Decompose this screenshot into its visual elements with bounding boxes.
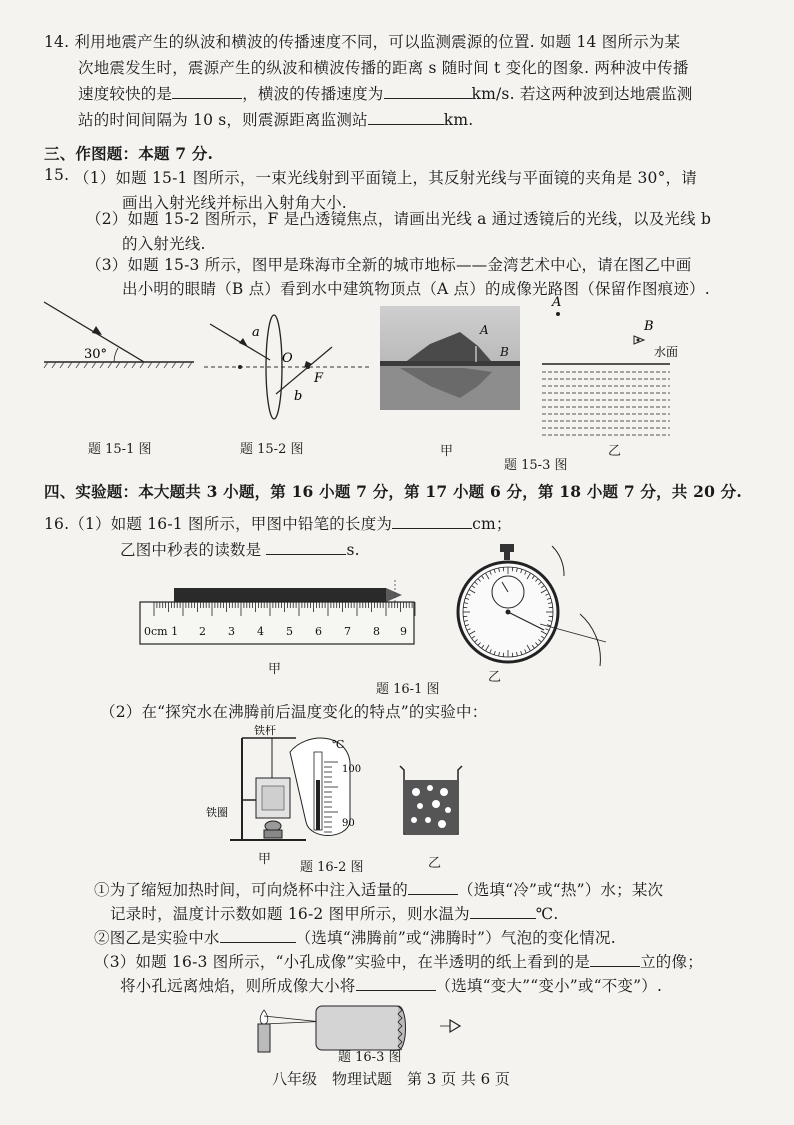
photo-label-a: A	[480, 323, 489, 337]
q14-blank-3	[368, 110, 444, 125]
ruler-tick-9: 9	[400, 625, 407, 638]
fig-16-3-caption: 题 16-3 图	[338, 1050, 402, 1065]
fig-16-1-jia-caption: 甲	[268, 662, 282, 677]
ruler-tick-2: 2	[199, 625, 206, 638]
ruler-tick-5: 5	[286, 625, 293, 638]
fig-15-1-caption: 题 15-1 图	[88, 442, 152, 457]
q16-c2	[94, 926, 616, 948]
q16-blank-orientation	[590, 952, 640, 967]
q16-blank-size	[356, 976, 436, 991]
ruler-tick-0: 0cm 1	[144, 625, 179, 638]
q15-p1-line2: 画出入射光线并标出入射角大小.	[122, 194, 347, 212]
q16-c1-line2	[110, 902, 559, 924]
q16-c1-line1b: （选填“冷”或“热”）水；某次	[458, 881, 664, 899]
q16-p3-line2b: （选填“变大”“变小”或“不变”）.	[435, 977, 663, 995]
fig-15-3-photo	[380, 306, 520, 410]
q14-blank-2	[384, 84, 472, 99]
q16-c1-line1a: ①为了缩短加热时间，可向烧杯中注入适量的	[94, 881, 409, 899]
q15-p3-line2: 出小明的眼睛（B 点）看到水中建筑物顶点（A 点）的成像光路图（保留作图痕迹）.	[122, 280, 710, 298]
angle-30-label: 30°	[84, 347, 108, 362]
q15-p3-line1: （3）如题 15-3 所示，图甲是珠海市全新的城市地标——金湾艺术中心，请在图乙中画	[86, 256, 692, 274]
q16-blank-temp	[470, 904, 536, 919]
q14-line1: 14. 利用地震产生的纵波和横波的传播速度不同，可以监测震源的位置. 如题 14 图所示为某	[44, 33, 681, 51]
photo-label-b: B	[500, 345, 509, 359]
q14-line2: 次地震发生时，震源产生的纵波和横波传播的距离 s 随时间 t 变化的图象. 两种波中传播	[78, 59, 689, 77]
fig-15-3-yi-caption: 乙	[608, 444, 622, 459]
q16-blank-water	[408, 880, 458, 895]
q16-p1-line1a: 16.（1）如题 16-1 图所示，甲图中铅笔的长度为	[44, 515, 393, 533]
q16-p1-line2a: 乙图中秒表的读数是	[120, 541, 262, 559]
thermometer-unit-label: ℃	[332, 738, 345, 751]
fig-16-1-yi-caption: 乙	[488, 670, 502, 685]
section4-heading: 四、实验题：本大题共 3 小题，第 16 小题 7 分，第 17 小题 6 分，第 18 小题 7 分，共 20 分.	[44, 482, 742, 501]
q16-p3-line1a: （3）如题 16-3 图所示，“小孔成像”实验中，在半透明的纸上看到的是	[94, 953, 591, 971]
diagram-label-a: A	[552, 295, 562, 310]
q16-c2a: ②图乙是实验中水	[94, 929, 220, 947]
q16-p2: （2）在“探究水在沸腾前后温度变化的特点”的实验中：	[100, 703, 488, 721]
q16-blank-pencil	[392, 514, 472, 529]
q14-line3	[78, 82, 693, 104]
q14-line4	[78, 108, 473, 130]
q14-blank-1	[172, 84, 242, 99]
fig-16-1-stopwatch	[456, 542, 616, 672]
fig-16-2-jia-caption: 甲	[258, 852, 272, 867]
q15-p1-line1: （1）如题 15-1 图所示，一束光线射到平面镜上，其反射光线与平面镜的夹角是 30°，请	[74, 169, 697, 187]
q16-blank-stopwatch	[266, 540, 346, 555]
thermometer-90-label: 90	[342, 818, 355, 829]
q14-line3a: 速度较快的是	[78, 85, 173, 103]
q16-c1-line1	[94, 878, 663, 900]
fig-15-3-jia-caption: 甲	[440, 444, 454, 459]
lens-label-o: O	[282, 351, 293, 366]
iron-rod-label: 铁杆	[254, 724, 276, 737]
q15-p2-line1: （2）如题 15-2 图所示，F 是凸透镜焦点，请画出光线 a 通过透镜后的光线，以及光线 b	[86, 210, 712, 228]
q16-p3-line2	[120, 974, 662, 996]
q16-p1-line2	[120, 538, 360, 560]
q15-p2-line2: 的入射光线.	[122, 235, 206, 253]
fig-15-1-mirror	[44, 300, 204, 380]
fig-15-3-diagram	[536, 292, 679, 442]
fig-16-1-ruler	[140, 580, 420, 650]
ruler-tick-4: 4	[257, 625, 264, 638]
q15-num: 15.	[44, 166, 70, 184]
page-footer: 八年级 物理试题 第 3 页 共 6 页	[272, 1070, 510, 1088]
q16-p3-line2a: 将小孔远离烛焰，则所成像大小将	[120, 977, 356, 995]
q16-c1-line2a: 记录时，温度计示数如题 16-2 图甲所示，则水温为	[110, 905, 470, 923]
ruler-tick-7: 7	[344, 625, 351, 638]
ruler-tick-3: 3	[228, 625, 235, 638]
lens-label-a: a	[252, 325, 260, 340]
q16-c1-line2b: ℃.	[535, 905, 559, 923]
fig-16-1-caption: 题 16-1 图	[376, 682, 440, 697]
fig-15-2-caption: 题 15-2 图	[240, 442, 304, 457]
fig-15-2-lens	[204, 312, 374, 422]
lens-label-f: F	[314, 371, 324, 386]
q16-p3-line1b: 立的像；	[640, 953, 703, 971]
ruler-tick-8: 8	[373, 625, 380, 638]
fig-16-2-yi-caption: 乙	[428, 856, 442, 871]
q16-p1-line1b: cm；	[472, 515, 512, 533]
diagram-label-b: B	[644, 319, 654, 334]
fig-15-3-caption: 题 15-3 图	[504, 458, 568, 473]
q16-p3-line1	[94, 950, 703, 972]
q14-line4b: km.	[443, 111, 474, 129]
q14-line4a: 站的时间间隔为 10 s，则震源距离监测站	[78, 111, 368, 129]
lens-label-b: b	[294, 389, 303, 404]
ruler-tick-6: 6	[315, 625, 322, 638]
q16-blank-bubble	[220, 928, 296, 943]
fig-16-2-caption: 题 16-2 图	[300, 860, 364, 875]
water-surface-label: 水面	[654, 345, 679, 359]
q14-line3b: ，横波的传播速度为	[242, 85, 384, 103]
fig-16-2-apparatus	[206, 722, 386, 852]
section3-heading: 三、作图题：本题 7 分.	[44, 144, 214, 163]
iron-ring-label: 铁圈	[206, 806, 228, 819]
q16-p1-line1	[44, 512, 512, 534]
q16-p1-line2b: s.	[346, 541, 360, 559]
fig-16-2-beaker	[396, 762, 466, 842]
q14-line3c: km/s. 若这两种波到达地震监测	[471, 85, 693, 103]
q16-c2b: （选填“沸腾前”或“沸腾时”）气泡的变化情况.	[295, 929, 616, 947]
thermometer-100-label: 100	[342, 764, 362, 775]
